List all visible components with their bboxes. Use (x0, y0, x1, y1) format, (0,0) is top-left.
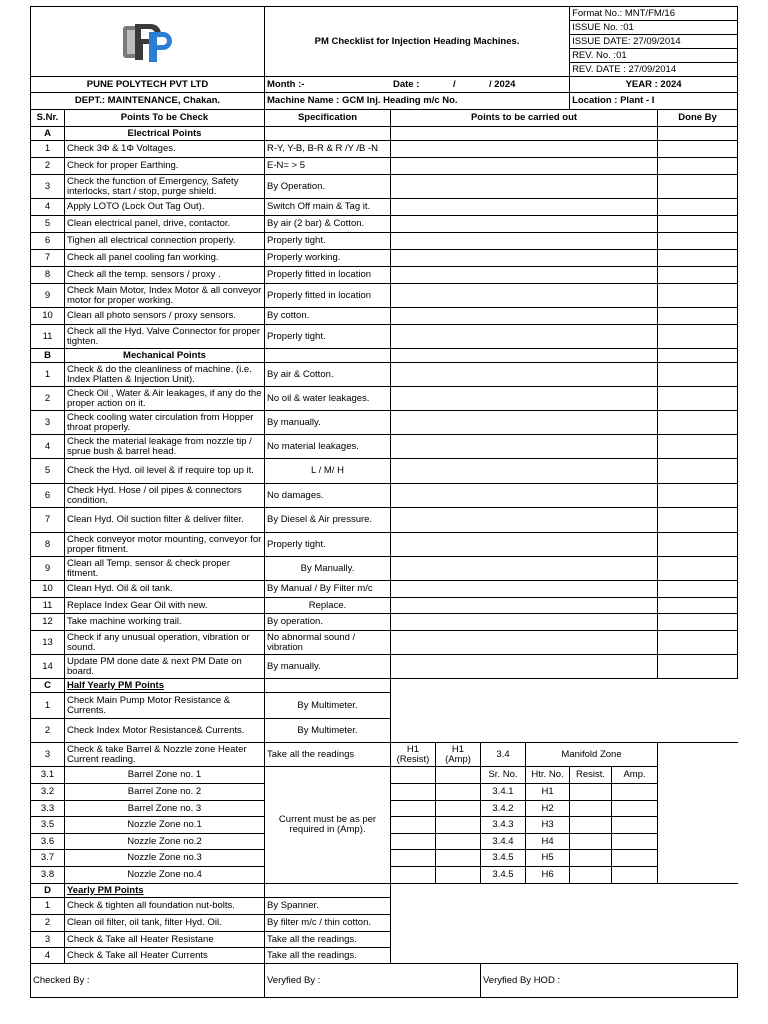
row-done-by[interactable] (658, 141, 738, 158)
section-c-row (31, 679, 738, 693)
row-spec: By Multimeter. (265, 693, 391, 719)
table-row (31, 614, 738, 631)
section-letter: C (31, 679, 65, 693)
row-carried[interactable] (391, 614, 658, 631)
row-point: Check for proper Earthing. (65, 158, 265, 175)
table-row (31, 484, 738, 508)
zone-number: 3.2 (31, 784, 65, 801)
row-point: Check & Take all Heater Resistane (65, 932, 265, 948)
row-carried[interactable] (391, 459, 658, 484)
manifold-amp-input[interactable] (612, 850, 658, 867)
row-spec: By manually. (265, 655, 391, 679)
row-done-by[interactable] (658, 459, 738, 484)
row-carried[interactable] (391, 655, 658, 679)
row-point: Check all the temp. sensors / proxy . (65, 267, 265, 284)
row-carried[interactable] (391, 308, 658, 325)
row-number: 3 (31, 411, 65, 435)
zone-name: Barrel Zone no. 2 (65, 784, 265, 801)
row-number: 4 (31, 948, 65, 964)
row-done-by[interactable] (658, 363, 738, 387)
row-carried[interactable] (391, 284, 658, 308)
row-number: 9 (31, 557, 65, 581)
table-row (31, 233, 738, 250)
row-point: Clean Hyd. Oil & oil tank. (65, 581, 265, 598)
row-done-by[interactable] (658, 387, 738, 411)
month-date-field (265, 77, 570, 93)
section-d-row (31, 884, 738, 898)
htr-no-header: Htr. No. (526, 767, 570, 784)
logo-cell (31, 7, 265, 77)
row-point: Check & do the cleanliness of machine. (i.e. Index Platten & Injection Unit). (65, 363, 265, 387)
dept-name: DEPT.: MAINTENANCE, Chakan. (31, 93, 265, 110)
row-number: 1 (31, 898, 65, 915)
row-point: Check & take Barrel & Nozzle zone Heater Current reading. (65, 743, 265, 767)
row-point: Check the Hyd. oil level & if require top up it. (65, 459, 265, 484)
zone-number: 3.5 (31, 817, 65, 834)
table-row (31, 158, 738, 175)
row-spec: By Operation. (265, 175, 391, 199)
zone-number: 3.7 (31, 850, 65, 867)
row-carried[interactable] (391, 557, 658, 581)
row-done-by[interactable] (658, 598, 738, 614)
row-done-by[interactable] (658, 533, 738, 557)
zone-name: Nozzle Zone no.3 (65, 850, 265, 867)
section-title: Mechanical Points (65, 349, 265, 363)
table-row (31, 508, 738, 533)
zone-resist-input[interactable] (391, 850, 436, 867)
row-done-by[interactable] (658, 267, 738, 284)
table-row (31, 581, 738, 598)
checked-by-field[interactable]: Checked By : (31, 964, 265, 998)
row-carried[interactable] (391, 141, 658, 158)
row-point: Clean electrical panel, drive, contactor. (65, 216, 265, 233)
row-number: 2 (31, 915, 65, 932)
row-spec: R-Y, Y-B, B-R & R /Y /B -N (265, 141, 391, 158)
row-spec: By air & Cotton. (265, 363, 391, 387)
row-carried[interactable] (391, 233, 658, 250)
table-row (31, 557, 738, 581)
date-separator: / (453, 78, 456, 90)
row-done-by[interactable] (658, 435, 738, 459)
manifold-zone-header: Manifold Zone (526, 743, 658, 767)
row-number: 3 (31, 743, 65, 767)
row-number: 2 (31, 387, 65, 411)
row-carried[interactable] (391, 250, 658, 267)
current-note: Current must be as per required in (Amp). (265, 767, 391, 884)
row-spec: By Diesel & Air pressure. (265, 508, 391, 533)
manifold-resist-input[interactable] (570, 801, 612, 817)
table-row (31, 308, 738, 325)
zone-name: Barrel Zone no. 1 (65, 767, 265, 784)
verified-hod-field[interactable]: Veryfied By HOD : (481, 964, 738, 998)
manifold-section: 3.4 (481, 743, 526, 767)
table-row (31, 655, 738, 679)
row-point: Check the function of Emergency, Safety interlocks, start / stop, purge shield. (65, 175, 265, 199)
date-label: Date : (393, 78, 420, 90)
manifold-amp-input[interactable] (612, 817, 658, 834)
row-spec: Properly tight. (265, 325, 391, 349)
row-carried[interactable] (391, 267, 658, 284)
verified-by-field[interactable]: Veryfied By : (265, 964, 481, 998)
row-spec: Take all the readings (265, 743, 391, 767)
manifold-htr-no: H1 (526, 784, 570, 801)
year-label: YEAR : 2024 (570, 77, 738, 93)
table-row (31, 932, 738, 948)
row-done-by[interactable] (658, 308, 738, 325)
manifold-resist-input[interactable] (570, 834, 612, 850)
manifold-resist-input[interactable] (570, 867, 612, 884)
manifold-sr-no: 3.4.1 (481, 784, 526, 801)
row-done-by[interactable] (658, 508, 738, 533)
table-row (31, 387, 738, 411)
manifold-resist-input[interactable] (570, 784, 612, 801)
checklist-table (30, 6, 738, 998)
row-carried (391, 719, 738, 743)
row-spec: No abnormal sound / vibration (265, 631, 391, 655)
table-row (31, 898, 738, 915)
resist-header: Resist. (570, 767, 612, 784)
row-spec: Replace. (265, 598, 391, 614)
h1-amp-header: H1 (Amp) (436, 743, 481, 767)
table-row (31, 459, 738, 484)
row-carried[interactable] (391, 216, 658, 233)
row-spec: Properly tight. (265, 233, 391, 250)
row-carried[interactable] (391, 175, 658, 199)
row-point: Check Main Motor, Index Motor & all conveyor motor for proper working. (65, 284, 265, 308)
date-year: / 2024 (489, 78, 516, 90)
pm-checklist-sheet (30, 6, 737, 1002)
section-letter: A (31, 127, 65, 141)
row-point: Check all the Hyd. Valve Connector for proper tighten. (65, 325, 265, 349)
row-done-by[interactable] (658, 325, 738, 349)
row-number: 4 (31, 199, 65, 216)
signature-row (31, 964, 738, 998)
row-carried (391, 693, 738, 719)
month-label: Month :- (267, 78, 305, 90)
row-spec: By filter m/c / thin cotton. (265, 915, 391, 932)
zone-amp-input[interactable] (436, 801, 481, 817)
row-done-by[interactable] (658, 631, 738, 655)
row-done-by[interactable] (658, 581, 738, 598)
row-spec: By Manually. (265, 557, 391, 581)
manifold-sr-no: 3.4.4 (481, 834, 526, 850)
zone-row (31, 767, 738, 784)
table-row (31, 325, 738, 349)
row-carried[interactable] (391, 158, 658, 175)
heater-header-row (31, 743, 738, 767)
row-spec: Take all the readings. (265, 948, 391, 964)
manifold-htr-no: H5 (526, 850, 570, 867)
row-point: Replace Index Gear Oil with new. (65, 598, 265, 614)
row-spec: No material leakages. (265, 435, 391, 459)
row-spec: Properly fitted in location (265, 267, 391, 284)
manifold-sr-no: 3.4.2 (481, 801, 526, 817)
manifold-htr-no: H2 (526, 801, 570, 817)
table-row (31, 250, 738, 267)
row-carried[interactable] (391, 598, 658, 614)
manifold-resist-input[interactable] (570, 817, 612, 834)
issue-date: ISSUE DATE: 27/09/2014 (570, 35, 738, 49)
row-number: 2 (31, 719, 65, 743)
row-carried[interactable] (391, 411, 658, 435)
row-carried[interactable] (391, 581, 658, 598)
row-point: Check if any unusual operation, vibration or sound. (65, 631, 265, 655)
section-letter: B (31, 349, 65, 363)
table-row (31, 533, 738, 557)
manifold-htr-no: H4 (526, 834, 570, 850)
row-carried[interactable] (391, 435, 658, 459)
row-carried[interactable] (391, 387, 658, 411)
row-point: Check the material leakage from nozzle tip / sprue bush & barrel head. (65, 435, 265, 459)
row-point: Tighen all electrical connection properly. (65, 233, 265, 250)
row-point: Check all panel cooling fan working. (65, 250, 265, 267)
row-point: Check & tighten all foundation nut-bolts. (65, 898, 265, 915)
row-number: 4 (31, 435, 65, 459)
table-row (31, 915, 738, 932)
row-number: 8 (31, 533, 65, 557)
manifold-amp-input[interactable] (612, 867, 658, 884)
row-done-by[interactable] (658, 655, 738, 679)
zone-name: Nozzle Zone no.2 (65, 834, 265, 850)
row-number: 7 (31, 250, 65, 267)
form-title: PM Checklist for Injection Heading Machines. (265, 7, 570, 77)
amp-header: Amp. (612, 767, 658, 784)
section-a-row (31, 127, 738, 141)
row-number: 6 (31, 484, 65, 508)
manifold-sr-no: 3.4.5 (481, 867, 526, 884)
table-row (31, 948, 738, 964)
table-row (31, 693, 738, 719)
row-point: Check cooling water circulation from Hopper throat properly. (65, 411, 265, 435)
table-row (31, 631, 738, 655)
zone-name: Nozzle Zone no.1 (65, 817, 265, 834)
zone-resist-input[interactable] (391, 767, 436, 784)
zone-name: Barrel Zone no. 3 (65, 801, 265, 817)
row-number: 6 (31, 233, 65, 250)
row-point: Check Hyd. Hose / oil pipes & connectors condition. (65, 484, 265, 508)
row-done-by[interactable] (658, 557, 738, 581)
zone-number: 3.3 (31, 801, 65, 817)
h1-resist-header: H1 (Resist) (391, 743, 436, 767)
zone-resist-input[interactable] (391, 817, 436, 834)
zone-number: 3.8 (31, 867, 65, 884)
row-point: Clean Hyd. Oil suction filter & deliver filter. (65, 508, 265, 533)
row-done-by[interactable] (658, 175, 738, 199)
row-done-by[interactable] (658, 158, 738, 175)
row-point: Check Main Pump Motor Resistance & Currents. (65, 693, 265, 719)
table-row (31, 598, 738, 614)
company-name: PUNE POLYTECH PVT LTD (31, 77, 265, 93)
row-carried[interactable] (391, 199, 658, 216)
manifold-htr-no: H3 (526, 817, 570, 834)
row-number: 12 (31, 614, 65, 631)
table-row (31, 284, 738, 308)
table-row (31, 141, 738, 158)
row-carried[interactable] (391, 363, 658, 387)
row-point: Check Oil , Water & Air leakages, if any do the proper action on it. (65, 387, 265, 411)
row-point: Take machine working trail. (65, 614, 265, 631)
row-point: Check 3Φ & 1Φ Voltages. (65, 141, 265, 158)
row-number: 5 (31, 216, 65, 233)
row-spec: By Spanner. (265, 898, 391, 915)
table-row (31, 199, 738, 216)
row-done-by[interactable] (658, 199, 738, 216)
row-point: Clean oil filter, oil tank, filter Hyd. Oil. (65, 915, 265, 932)
sr-no-header: Sr. No. (481, 767, 526, 784)
row-number: 13 (31, 631, 65, 655)
row-spec: By cotton. (265, 308, 391, 325)
row-spec: E-N= > 5 (265, 158, 391, 175)
row-carried[interactable] (391, 508, 658, 533)
row-number: 11 (31, 325, 65, 349)
zone-amp-input[interactable] (436, 767, 481, 784)
manifold-amp-input[interactable] (612, 801, 658, 817)
row-point: Clean all Temp. sensor & check proper fitment. (65, 557, 265, 581)
row-number: 14 (31, 655, 65, 679)
row-done-by[interactable] (658, 216, 738, 233)
row-number: 9 (31, 284, 65, 308)
row-point: Update PM done date & next PM Date on board. (65, 655, 265, 679)
row-number: 1 (31, 693, 65, 719)
col-carried: Points to be carried out (391, 110, 658, 127)
row-spec: Properly tight. (265, 533, 391, 557)
section-b-row (31, 349, 738, 363)
row-done-by[interactable] (658, 233, 738, 250)
row-number: 10 (31, 581, 65, 598)
row-point: Check Index Motor Resistance& Currents. (65, 719, 265, 743)
col-done: Done By (658, 110, 738, 127)
row-done-by[interactable] (658, 614, 738, 631)
table-row (31, 216, 738, 233)
row-spec: By operation. (265, 614, 391, 631)
row-done-by[interactable] (658, 250, 738, 267)
section-title: Yearly PM Points (65, 884, 265, 898)
row-spec: By manually. (265, 411, 391, 435)
manifold-sr-no: 3.4.5 (481, 850, 526, 867)
table-row (31, 719, 738, 743)
zone-amp-input[interactable] (436, 850, 481, 867)
table-row (31, 411, 738, 435)
zone-resist-input[interactable] (391, 784, 436, 801)
row-spec: By Manual / By Filter m/c (265, 581, 391, 598)
issue-no: ISSUE No. :01 (570, 21, 738, 35)
zone-amp-input[interactable] (436, 834, 481, 850)
pp-logo-icon (121, 20, 173, 64)
zone-number: 3.1 (31, 767, 65, 784)
row-spec: By Multimeter. (265, 719, 391, 743)
zone-resist-input[interactable] (391, 834, 436, 850)
row-number: 3 (31, 932, 65, 948)
row-spec: Switch Off main & Tag it. (265, 199, 391, 216)
manifold-sr-no: 3.4.3 (481, 817, 526, 834)
col-sno: S.Nr. (31, 110, 65, 127)
section-title: Half Yearly PM Points (65, 679, 265, 693)
row-spec: Take all the readings. (265, 932, 391, 948)
row-spec: Properly working. (265, 250, 391, 267)
row-number: 5 (31, 459, 65, 484)
zone-amp-input[interactable] (436, 867, 481, 884)
section-letter: D (31, 884, 65, 898)
zone-name: Nozzle Zone no.4 (65, 867, 265, 884)
row-done-by[interactable] (658, 484, 738, 508)
table-row (31, 363, 738, 387)
row-number: 10 (31, 308, 65, 325)
zone-number: 3.6 (31, 834, 65, 850)
row-spec: No damages. (265, 484, 391, 508)
zone-resist-input[interactable] (391, 867, 436, 884)
row-done-by[interactable] (658, 284, 738, 308)
rev-no: REV. No. :01 (570, 49, 738, 63)
row-carried[interactable] (391, 325, 658, 349)
row-number: 8 (31, 267, 65, 284)
manifold-htr-no: H6 (526, 867, 570, 884)
row-point: Check conveyor motor mounting, conveyor for proper fitment. (65, 533, 265, 557)
col-points: Points To be Check (65, 110, 265, 127)
manifold-amp-input[interactable] (612, 834, 658, 850)
table-row (31, 175, 738, 199)
row-spec: Properly fitted in location (265, 284, 391, 308)
row-point: Check & Take all Heater Currents (65, 948, 265, 964)
table-row (31, 435, 738, 459)
row-number: 1 (31, 363, 65, 387)
zone-resist-input[interactable] (391, 801, 436, 817)
machine-name: Machine Name : GCM Inj. Heading m/c No. (265, 93, 570, 110)
table-row (31, 267, 738, 284)
zone-amp-input[interactable] (436, 784, 481, 801)
row-carried[interactable] (391, 533, 658, 557)
location-label: Location : Plant - I (570, 93, 738, 110)
row-point: Apply LOTO (Lock Out Tag Out). (65, 199, 265, 216)
row-spec: By air (2 bar) & Cotton. (265, 216, 391, 233)
row-number: 2 (31, 158, 65, 175)
col-spec: Specification (265, 110, 391, 127)
row-spec: No oil & water leakages. (265, 387, 391, 411)
row-number: 3 (31, 175, 65, 199)
row-number: 1 (31, 141, 65, 158)
row-carried[interactable] (391, 484, 658, 508)
manifold-resist-input[interactable] (570, 850, 612, 867)
row-carried[interactable] (391, 631, 658, 655)
section-title: Electrical Points (65, 127, 265, 141)
row-number: 11 (31, 598, 65, 614)
zone-amp-input[interactable] (436, 817, 481, 834)
manifold-amp-input[interactable] (612, 784, 658, 801)
row-spec: L / M/ H (265, 459, 391, 484)
row-point: Clean all photo sensors / proxy sensors. (65, 308, 265, 325)
row-number: 7 (31, 508, 65, 533)
row-done-by[interactable] (658, 411, 738, 435)
format-no: Format No.: MNT/FM/16 (570, 7, 738, 21)
rev-date: REV. DATE : 27/09/2014 (570, 63, 738, 77)
